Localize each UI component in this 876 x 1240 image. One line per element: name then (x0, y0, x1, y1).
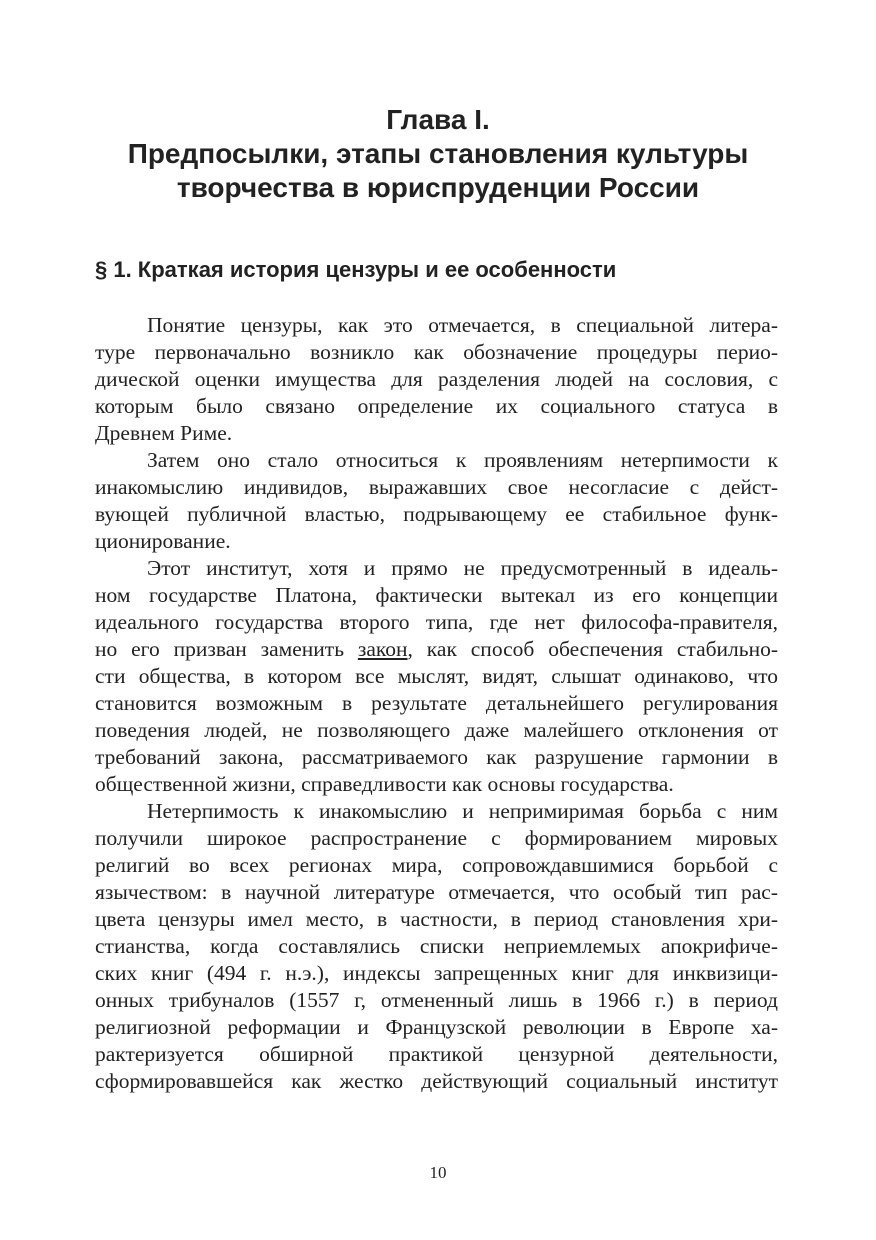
text-line: сформировавшейся как жестко действующий социальный институт (95, 1069, 778, 1093)
text-line: поведения людей, не позволяющего даже малейшего отклонения от (95, 718, 778, 742)
text-line: которым было связано определение их социального статуса в (95, 394, 778, 418)
text-line: Нетерпимость к инакомыслию и непримиримая борьба с ним (147, 799, 778, 823)
chapter-title-line: Предпосылки, этапы становления культуры (127, 138, 749, 169)
text-line: получили широкое распространение с формированием мировых (95, 826, 778, 850)
section-title: § 1. Краткая история цензуры и ее особенности (95, 257, 617, 282)
text-line: Затем оно стало относиться к проявлениям нетерпимости к (147, 448, 778, 472)
text-line: дической оценки имущества для разделения людей на сословия, с (95, 367, 778, 391)
page-number: 10 (429, 1163, 447, 1182)
text-segment: но его призван заменить (95, 637, 345, 661)
text-line: становится возможным в результате детальнейшего регулирования (95, 691, 778, 715)
text-line: рактеризуется обширной практикой цензурной деятельности, (95, 1042, 778, 1066)
text-line: вующей публичной властью, подрывающему ее стабильное функ- (95, 502, 778, 526)
chapter-title (70, 103, 806, 205)
text-line: туре первоначально возникло как обозначение процедуры перио- (95, 340, 778, 364)
text-line: Этот институт, хотя и прямо не предусмотренный в идеаль- (147, 556, 778, 580)
text-line: религий во всех регионах мира, сопровождавшимися борьбой с (95, 853, 778, 877)
chapter-title-line: Глава I. (386, 104, 490, 135)
text-line: онных трибуналов (1557 г, отмененный лишь в 1966 г.) в период (95, 988, 778, 1012)
text-line: общественной жизни, справедливости как основы государства. (95, 772, 674, 796)
text-line: идеального государства второго типа, где нет философа-правителя, (95, 610, 778, 634)
text-line: инакомыслию индивидов, выражавших свое несогласие с дейст- (95, 475, 778, 499)
text-line: стианства, когда составлялись списки неприемлемых апокрифиче- (95, 934, 778, 958)
text-line: ционирование. (95, 529, 231, 553)
text-line: ских книг (494 г. н.э.), индексы запрещенных книг для инквизици- (95, 961, 778, 985)
underlined-word: закон (357, 637, 408, 661)
text-line: Понятие цензуры, как это отмечается, в специальной литера- (147, 313, 778, 337)
text-line: ном государстве Платона, фактически вытекал из его концепции (95, 583, 778, 607)
text-line: сти общества, в котором все мыслят, видят, слышат одинаково, что (95, 664, 778, 688)
text-line: требований закона, рассматриваемого как разрушение гармонии в (95, 745, 778, 769)
body-text (95, 312, 778, 1095)
text-line: религиозной реформации и Французской революции в Европе ха- (95, 1015, 778, 1039)
text-line (95, 636, 778, 663)
chapter-title-line: творчества в юриспруденции России (176, 172, 700, 203)
text-line: цвета цензуры имел место, в частности, в период становления хри- (95, 907, 778, 931)
text-segment: , как способ обеспечения стабильно- (407, 637, 778, 661)
text-line: язычеством: в научной литературе отмечается, что особый тип рас- (95, 880, 778, 904)
text-line: Древнем Риме. (95, 421, 233, 445)
